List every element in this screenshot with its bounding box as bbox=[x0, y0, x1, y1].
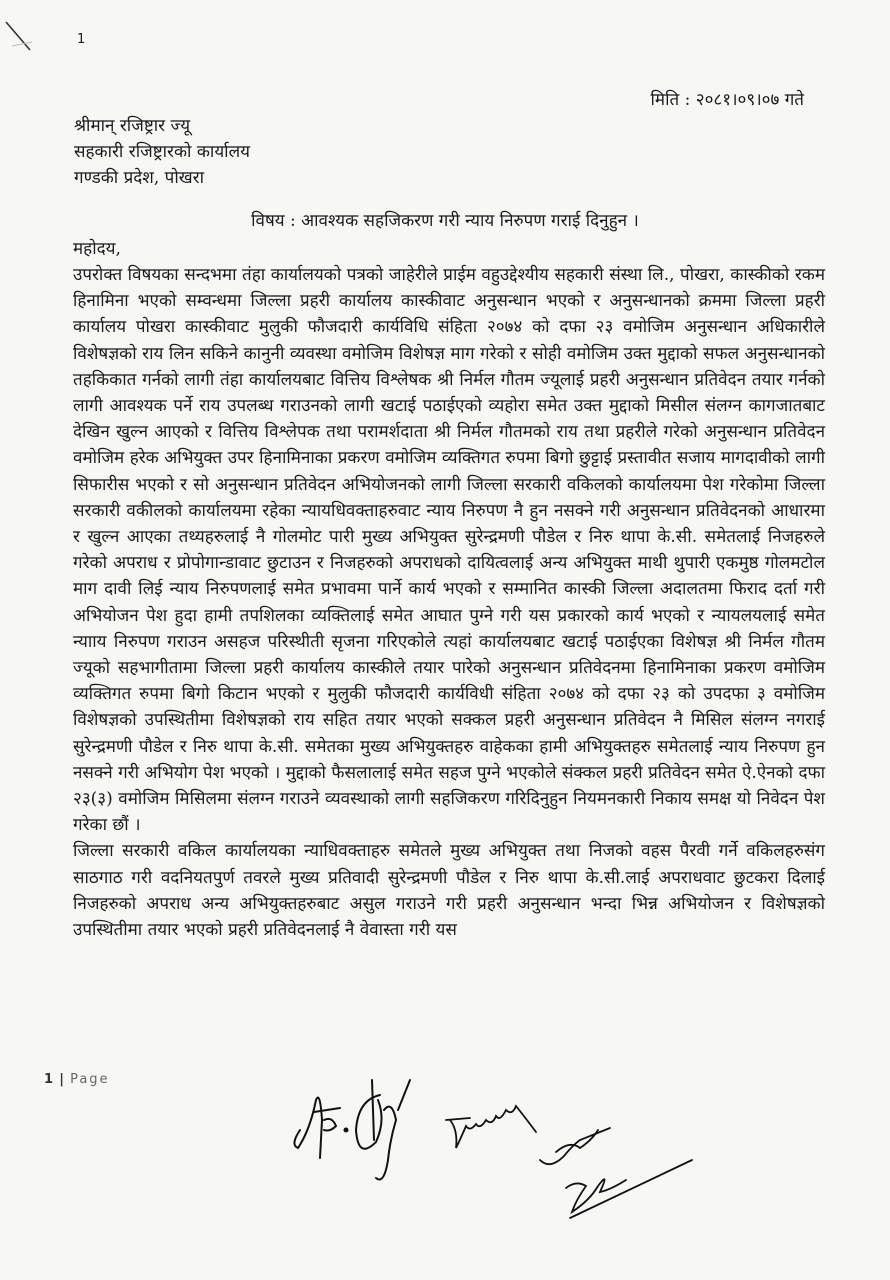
letter-body bbox=[73, 262, 825, 943]
signature-2 bbox=[446, 1106, 536, 1148]
footer-page-number: 1 bbox=[44, 1072, 54, 1087]
salutation: महोदय, bbox=[73, 239, 121, 259]
footer-separator: | bbox=[59, 1072, 64, 1087]
body-paragraph: जिल्ला सरकारी वकिल कार्यालयका न्याधिवक्ताहरु समेतले मुख्य अभियुक्त तथा निजको वहस पैरवी गर्ने वकिलहरुसंग साठगाठ गरी वदनियतपुर्ण तवरले मुख्य प्रतिवादी सुरेन्द्रमणी पौडेल र निरु थापा के.सी.लाई अपराधवाट छुटकरा दिलाई निजहरुको अपराध अन्य अभियुक्तहरुबाट असुल गराउने गरी प्रहरी अनुसन्धान भन्दा भिन्न अभियोजन र विशेषज्ञको उपस्थितीमा तयार भएको प्रहरी प्रतिवेदनलाई नै वेवास्ता गरी यस bbox=[73, 841, 825, 941]
letter-date: मिति : २०८१।०९।०७ गते bbox=[650, 90, 804, 110]
footer-page-label: Page bbox=[70, 1072, 110, 1087]
signature-1 bbox=[294, 1080, 410, 1180]
top-page-number: 1 bbox=[77, 32, 86, 47]
signature-3 bbox=[540, 1128, 692, 1218]
addressee-block bbox=[74, 113, 250, 191]
letter-subject: विषय : आवश्यक सहजिकरण गरी न्याय निरुपण गराई दिनुहुन । bbox=[251, 211, 639, 231]
handwritten-signatures bbox=[280, 1060, 720, 1230]
staple-mark-icon bbox=[4, 20, 34, 54]
body-paragraph: उपरोक्त विषयका सन्दभमा तंहा कार्यालयको पत्रको जाहेरीले प्राईम वहुउद्देश्यीय सहकारी संस्था लि., पोखरा, कास्कीको रकम हिनामिना भएको सम्वन्धमा जिल्ला प्रहरी कार्यालय कास्कीवाट अनुसन्धान भएको र अनुसन्धानको क्रममा जिल्ला प्रहरी कार्यालय पोखरा कास्कीवाट मुलुकी फौजदारी कार्यविधि संहिता २०७४ को दफा २३ वमोजिम अनुसन्धान अधिकारीले विशेषज्ञको राय लिन सकिने कानुनी व्यवस्था वमोजिम विशेषज्ञ माग गरेको र सोही वमोजिम उक्त मुद्दाको सफल अनुसन्धानको तहकिकात गर्नको लागी तंहा कार्यालयबाट वित्तिय विश्लेषक श्री निर्मल गौतम ज्यूलाई प्रहरी अनुसन्धान प्रतिवेदन तयार गर्नको लागी आवश्यक पर्ने राय उपलब्ध गराउनको लागी खटाई पठाईएको व्यहोरा समेत उक्त मुद्दाको मिसील संलग्न कागजातबाट देखिन खुल्न आएको र वित्तिय विश्लेपक तथा परामर्शदाता श्री निर्मल गौतमको राय तथा प्रहरीले गरेको अनुसन्धान प्रतिवेदन वमोजिम हरेक अभियुक्त उपर हिनामिनाका प्रकरण वमोजिम व्यक्तिगत रुपमा बिगो छुट्टाई प्रस्तावीत सजाय मागदावीको लागी सिफारीस भएको र सो अनुसन्धान प्रतिवेदन अभियोजनको लागी जिल्ला सरकारी वकिलको कार्यालयमा पेश गरेकोमा जिल्ला सरकारी वकीलको कार्यालयमा रहेका न्यायधिवक्ताहरुवाट न्याय निरुपण नै हुन नसक्ने गरी अनुसन्धान प्रतिवेदनको आधारमा र खुल्न आएका तथ्यहरुलाई नै गोलमोट पारी मुख्य अभियुक्त सुरेन्द्रमणी पौडेल र निरु थापा के.सी. समेतलाई निजहरुले गरेको अपराध र प्रोपोगान्डावाट छुटाउन र निजहरुको अपराधको दायित्वलाई अन्य अभियुक्त माथी थुपारी एकमुष्ठ गोलमटोल माग दावी लिई न्याय निरुपणलाई समेत प्रभावमा पार्ने कार्य भएको र सम्मानित कास्की जिल्ला अदालतमा फिराद दर्ता गरी अभियोजन पेश हुदा हामी तपशिलका व्यक्तिलाई समेत आघात पुग्ने गरी यस प्रकारको कार्य भएको र न्यायलयलाई समेत न्यााय निरुपण गराउन असहज परिस्थीती सृजना गरिएकोले त्यहां कार्यालयबाट खटाई पठाईएका विशेषज्ञ श्री निर्मल गौतम ज्यूको सहभागीतामा जिल्ला प्रहरी कार्यालय कास्कीले तयार पारेको अनुसन्धान प्रतिवेदनमा हिनामिनाका प्रकरण वमोजिम व्यक्तिगत रुपमा बिगो किटान भएको र मुलुकी फौजदारी कार्यविधी संहिता २०७४ को दफा २३ को उपदफा ३ वमोजिम विशेषज्ञको उपस्थितीमा विशेषज्ञको राय सहित तयार भएको सक्कल प्रहरी अनुसन्धान प्रतिवेदन नै मिसिल संलग्न नगराई सुरेन्द्रमणी पौडेल र निरु थापा के.सी. समेतका मुख्य अभियुक्तहरु वाहेकका हामी अभियुक्तहरु समेतलाई न्याय निरुपण हुन नसक्ने गरी अभियोग पेश भएको । मुद्दाको फैसलालाई समेत सहज पुग्ने भएकोले संक्कल प्रहरी प्रतिवेदन समेत ऐ.ऐनको दफा २३(३) वमोजिम मिसिलमा संलग्न गराउने व्यवस्थाको लागी सहजिकरण गरिदिनुहुन नियमनकारी निकाय समक्ष यो निवेदन पेश गरेका छौं । bbox=[73, 265, 825, 836]
addressee-line: गण्डकी प्रदेश, पोखरा bbox=[74, 168, 204, 188]
page-footer bbox=[44, 1072, 110, 1087]
addressee-line: श्रीमान् रजिष्ट्रार ज्यू bbox=[74, 116, 191, 136]
addressee-line: सहकारी रजिष्ट्रारको कार्यालय bbox=[74, 142, 250, 162]
